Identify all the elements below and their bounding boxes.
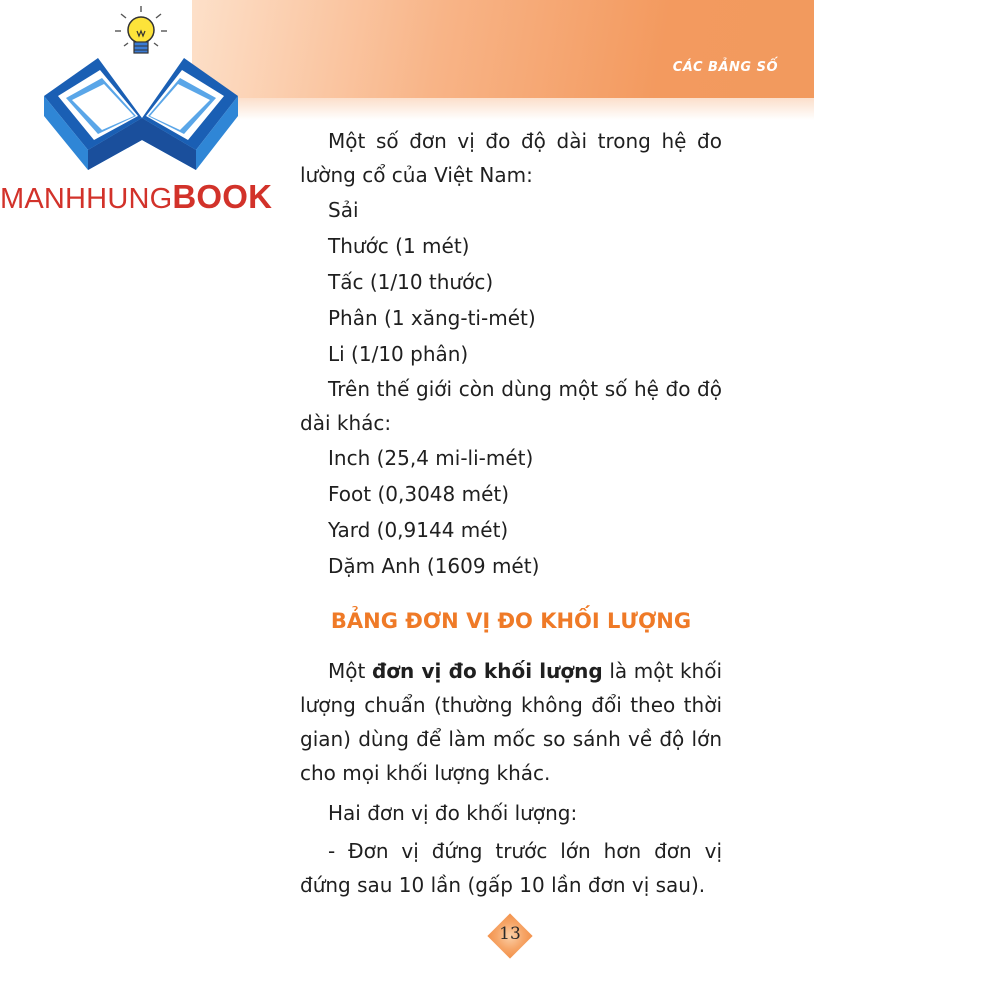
mass-text-before: Một — [328, 659, 372, 683]
logo-wordmark — [0, 178, 272, 216]
page-number-text: 13 — [499, 924, 521, 944]
logo-text-bold: BOOK — [172, 178, 273, 215]
list-item: Yard (0,9144 mét) — [328, 518, 509, 542]
intro-paragraph: Một số đơn vị đo độ dài trong hệ đo lường cổ của Việt Nam: — [300, 129, 722, 187]
mass-term-bold: đơn vị đo khối lượng — [371, 659, 603, 683]
list-item: Inch (25,4 mi-li-mét) — [328, 446, 534, 470]
list-item: Tấc (1/10 thước) — [328, 270, 494, 294]
list-item: Li (1/10 phân) — [328, 342, 469, 366]
lightbulb-icon — [115, 6, 167, 53]
list-item: Foot (0,3048 mét) — [328, 482, 510, 506]
logo-text-regular: MANHHUNG — [0, 183, 173, 215]
mass-definition-paragraph — [300, 654, 722, 790]
publisher-logo — [0, 0, 300, 230]
mass-rule-paragraph: - Đơn vị đứng trước lớn hơn đơn vị đứng sau 10 lần (gấp 10 lần đơn vị sau). — [300, 839, 722, 897]
section-label: CÁC BẢNG SỐ — [672, 60, 778, 75]
book-logo-icon — [0, 0, 300, 180]
mass-units-intro: Hai đơn vị đo khối lượng: — [328, 801, 578, 825]
list-item: Dặm Anh (1609 mét) — [328, 554, 540, 578]
section-heading: BẢNG ĐƠN VỊ ĐO KHỐI LƯỢNG — [330, 609, 692, 633]
list-item: Thước (1 mét) — [328, 234, 470, 258]
open-book-icon — [44, 58, 238, 170]
world-intro-paragraph: Trên thế giới còn dùng một số hệ đo độ dài khác: — [300, 377, 722, 435]
list-item: Phân (1 xăng-ti-mét) — [328, 306, 536, 330]
page-number — [488, 914, 532, 958]
list-item: Sải — [328, 198, 359, 222]
mass-text-after: là một khối lượng chuẩn (thường không đổi theo thời gian) dùng để làm mốc so sánh về độ lớn cho mọi khối lượng khác. — [300, 659, 722, 785]
page-content — [300, 124, 722, 902]
